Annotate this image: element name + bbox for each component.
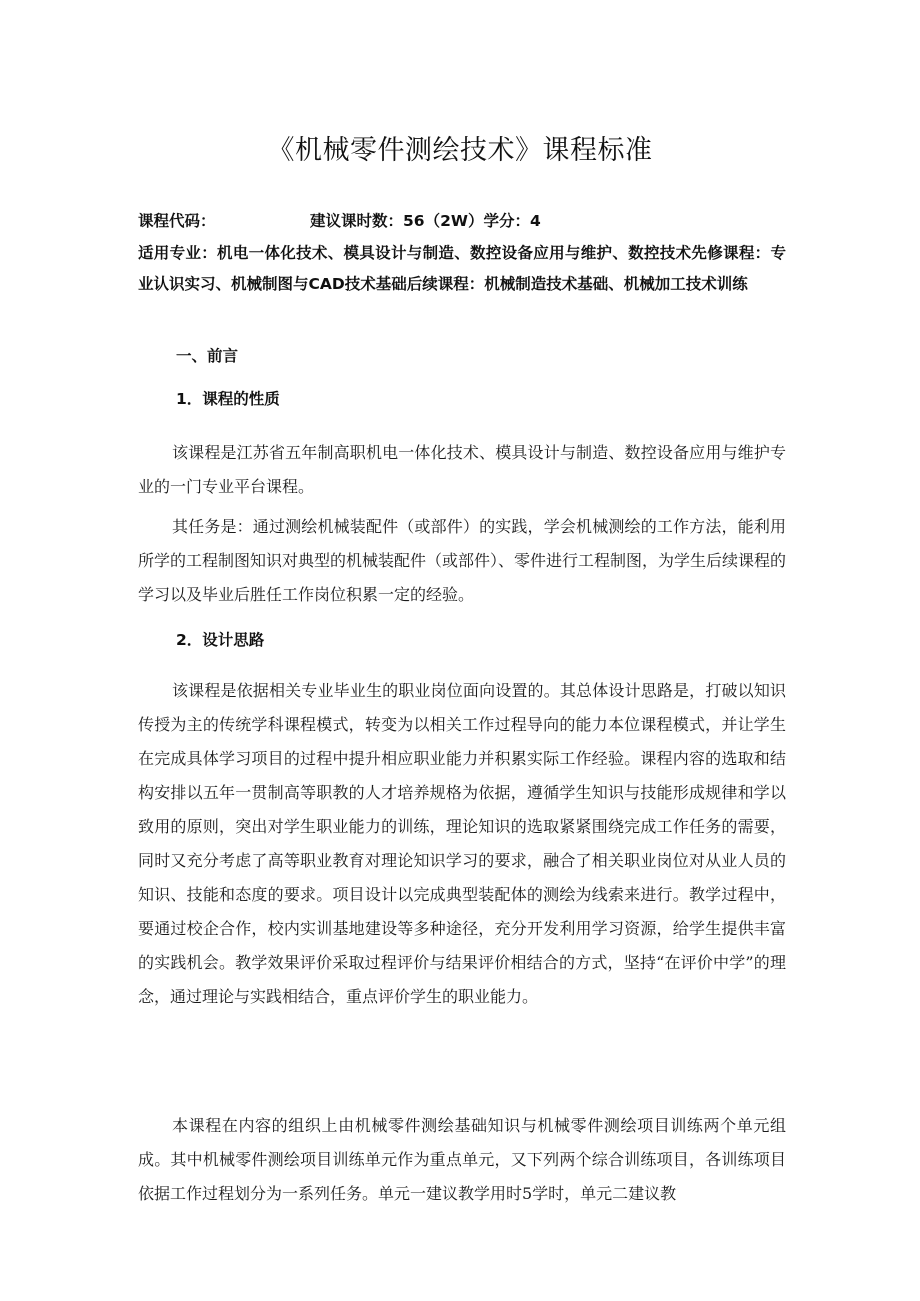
section-heading-preface: 一、前言 (176, 347, 239, 365)
applicable-majors-block: 适用专业：机电一体化技术、模具设计与制造、数控设备应用与维护、数控技术先修课程：专业认识实习、机械制图与CAD技术基础后续课程：机械制造技术基础、机械加工技术训练 (138, 244, 786, 293)
paragraph-nature-2: 其任务是：通过测绘机械装配件（或部件）的实践，学会机械测绘的工作方法，能利用所学的工程制图知识对典型的机械装配件（或部件）、零件进行工程制图，为学生后续课程的学习以及毕业后胜任工作岗位积累一定的经验。 (138, 517, 787, 604)
paragraph-design-1: 该课程是依据相关专业毕业生的职业岗位面向设置的。其总体设计思路是，打破以知识传授为主的传统学科课程模式，转变为以相关工作过程导向的能力本位课程模式，并让学生在完成具体学习项目的过程中提升相应职业能力并积累实际工作经验。课程内容的选取和结构安排以五年一贯制高等职教的人才培养规格为依据，遵循学生知识与技能形成规律和学以致用的原则，突出对学生职业能力的训练，理论知识的选取紧紧围绕完成工作任务的需要，同时又充分考虑了高等职业教育对理论知识学习的要求，融合了相关职业岗位对从业人员的知识、技能和态度的要求。项目设计以完成典型装配体的测绘为线索来进行。教学过程中，要通过校企合作，校内实训基地建设等多种途径，充分开发利用学习资源，给学生提供丰富的实践机会。教学效果评价采取过程评价与结果评价相结合的方式，坚持“在评价中学”的理念，通过理论与实践相结合，重点评价学生的职业能力。 (138, 681, 786, 1006)
subsection-heading-design: 2．设计思路 (176, 631, 265, 649)
subsection-heading-nature: 1．课程的性质 (176, 390, 280, 408)
paragraph-design-2: 本课程在内容的组织上由机械零件测绘基础知识与机械零件测绘项目训练两个单元组成。其中机械零件测绘项目训练单元作为重点单元，又下列两个综合训练项目，各训练项目依据工作过程划分为一系列任务。单元一建议教学用时5学时，单元二建议教 (138, 1116, 786, 1203)
course-meta-line (138, 206, 786, 237)
hours-credits: 建议课时数：56（2W）学分：4 (310, 212, 541, 230)
document-title: 《机械零件测绘技术》课程标准 (267, 135, 653, 166)
paragraph-nature-1: 该课程是江苏省五年制高职机电一体化技术、模具设计与制造、数控设备应用与维护专业的一门专业平台课程。 (138, 443, 786, 496)
course-code-label: 课程代码： (138, 212, 216, 230)
